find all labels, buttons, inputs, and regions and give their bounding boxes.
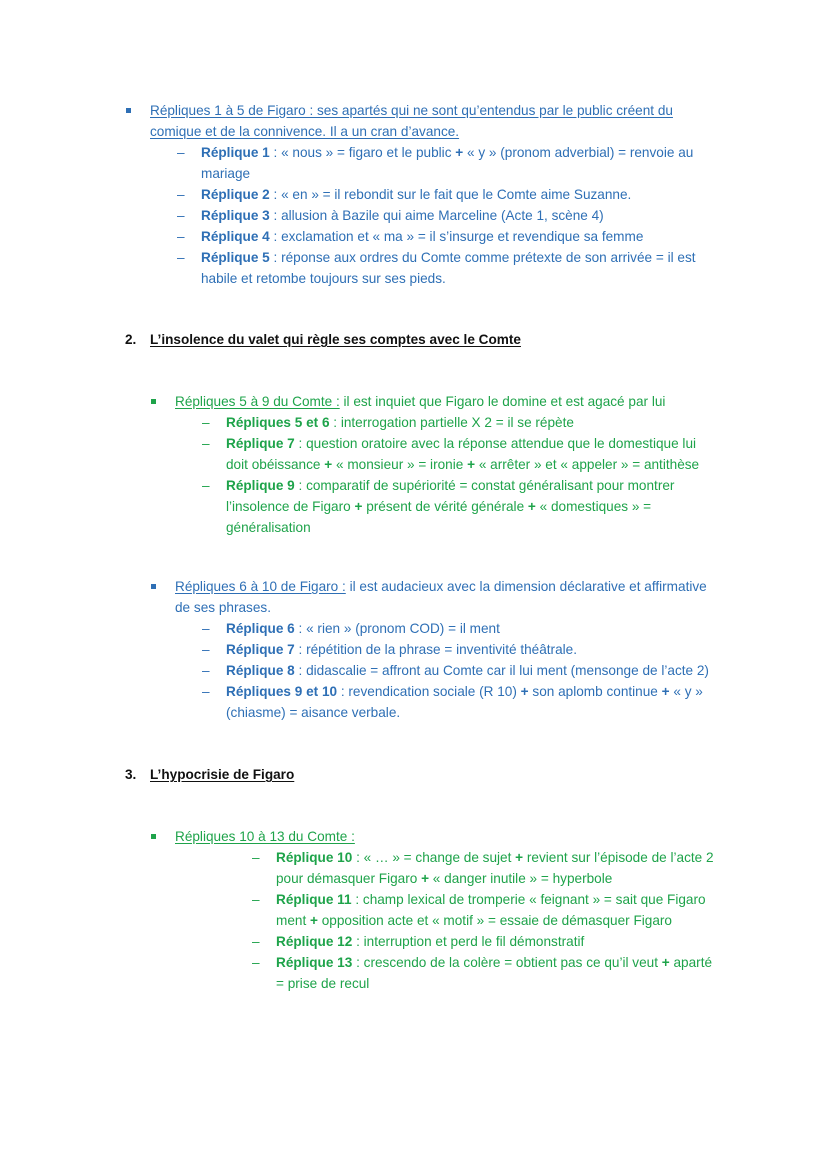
list-item: – Réplique 5 : réponse aux ordres du Comte comme prétexte de son arrivée = il est habile et retombe toujours sur ses pieds. xyxy=(201,247,770,289)
section1-list xyxy=(177,142,770,289)
section2b-heading-line2: de ses phrases. xyxy=(175,600,271,615)
item-label: Répliques 9 et 10 xyxy=(226,684,338,699)
section1-block xyxy=(150,100,770,289)
dash-icon: – xyxy=(177,250,185,265)
dash-icon: – xyxy=(252,850,260,865)
item-label: Réplique 3 xyxy=(201,208,270,223)
dash-icon: – xyxy=(177,208,185,223)
section2a-block xyxy=(175,391,775,538)
list-item: – Répliques 9 et 10 : revendication sociale (R 10) + son aplomb continue + « y » (chiasme) = aisance verbale. xyxy=(226,681,775,723)
item-label: Réplique 9 xyxy=(226,478,295,493)
list-item: – Réplique 13 : crescendo de la colère = obtient pas ce qu’il veut + aparté = prise de recul xyxy=(276,952,775,994)
bullet-square-icon xyxy=(151,834,156,839)
dash-icon: – xyxy=(202,663,210,678)
item-label: Réplique 5 xyxy=(201,250,270,265)
section3-title xyxy=(125,764,294,785)
bullet-square-icon xyxy=(151,584,156,589)
dash-icon: – xyxy=(177,229,185,244)
section3-heading: Répliques 10 à 13 du Comte : xyxy=(175,829,355,844)
section3-number: 3. xyxy=(125,767,137,782)
list-item: – Réplique 12 : interruption et perd le fil démonstratif xyxy=(276,931,775,952)
item-label: Réplique 1 xyxy=(201,145,270,160)
item-label: Réplique 7 xyxy=(226,642,295,657)
section3-title-text: L’hypocrisie de Figaro xyxy=(150,767,295,782)
dash-icon: – xyxy=(202,684,210,699)
section2a-list xyxy=(202,412,775,538)
item-label: Réplique 12 xyxy=(276,934,353,949)
item-label: Réplique 7 xyxy=(226,436,295,451)
list-item: – Répliques 5 et 6 : interrogation partielle X 2 = il se répète xyxy=(226,412,775,433)
item-label: Réplique 11 xyxy=(276,892,352,907)
dash-icon: – xyxy=(202,621,210,636)
list-item: – Réplique 1 : « nous » = figaro et le public + « y » (pronom adverbial) = renvoie au mariage xyxy=(201,142,770,184)
item-label: Répliques 5 et 6 xyxy=(226,415,330,430)
section2b-list xyxy=(202,618,775,723)
dash-icon: – xyxy=(202,436,210,451)
item-label: Réplique 8 xyxy=(226,663,295,678)
section2-title-text: L’insolence du valet qui règle ses comptes avec le Comte xyxy=(150,332,521,347)
list-item: – Réplique 11 : champ lexical de tromperie « feignant » = sait que Figaro ment + opposition acte et « motif » = essaie de démasquer Figaro xyxy=(276,889,775,931)
item-label: Réplique 4 xyxy=(201,229,270,244)
section2-number: 2. xyxy=(125,332,137,347)
list-item: – Réplique 3 : allusion à Bazile qui aime Marceline (Acte 1, scène 4) xyxy=(201,205,770,226)
section3-list xyxy=(252,847,775,994)
section2b-heading: Répliques 6 à 10 de Figaro : il est audacieux avec la dimension déclarative et affirmative xyxy=(175,579,707,594)
section1-heading-line1: Répliques 1 à 5 de Figaro : ses apartés qui ne sont qu’entendus par le public créent du xyxy=(150,103,673,118)
section2-title xyxy=(125,329,521,350)
list-item: – Réplique 6 : « rien » (pronom COD) = il ment xyxy=(226,618,775,639)
list-item: – Réplique 9 : comparatif de supériorité = constat généralisant pour montrer l’insolence de Figaro + présent de vérité générale + « domestiques » = généralisation xyxy=(226,475,775,538)
item-label: Réplique 6 xyxy=(226,621,295,636)
item-label: Réplique 13 xyxy=(276,955,353,970)
item-label: Réplique 10 xyxy=(276,850,353,865)
list-item: – Réplique 8 : didascalie = affront au Comte car il lui ment (mensonge de l’acte 2) xyxy=(226,660,775,681)
section2a-heading: Répliques 5 à 9 du Comte : il est inquiet que Figaro le domine et est agacé par lui xyxy=(175,394,666,409)
dash-icon: – xyxy=(177,145,185,160)
list-item: – Réplique 4 : exclamation et « ma » = il s’insurge et revendique sa femme xyxy=(201,226,770,247)
section1-heading-line2: comique et de la connivence. Il a un cran d’avance. xyxy=(150,124,460,139)
list-item: – Réplique 10 : « … » = change de sujet + revient sur l’épisode de l’acte 2 pour démasquer Figaro + « danger inutile » = hyperbole xyxy=(276,847,775,889)
bullet-square-icon xyxy=(126,108,131,113)
dash-icon: – xyxy=(202,415,210,430)
list-item: – Réplique 2 : « en » = il rebondit sur le fait que le Comte aime Suzanne. xyxy=(201,184,770,205)
dash-icon: – xyxy=(252,892,260,907)
dash-icon: – xyxy=(202,478,210,493)
section3-block xyxy=(175,826,775,994)
list-item: – Réplique 7 : répétition de la phrase = inventivité théâtrale. xyxy=(226,639,775,660)
list-item: – Réplique 7 : question oratoire avec la réponse attendue que le domestique lui doit obéissance + « monsieur » = ironie + « arrêter » et « appeler » = antithèse xyxy=(226,433,775,475)
item-label: Réplique 2 xyxy=(201,187,270,202)
bullet-square-icon xyxy=(151,399,156,404)
dash-icon: – xyxy=(252,955,260,970)
dash-icon: – xyxy=(252,934,260,949)
dash-icon: – xyxy=(202,642,210,657)
dash-icon: – xyxy=(177,187,185,202)
section2b-block xyxy=(175,576,775,723)
